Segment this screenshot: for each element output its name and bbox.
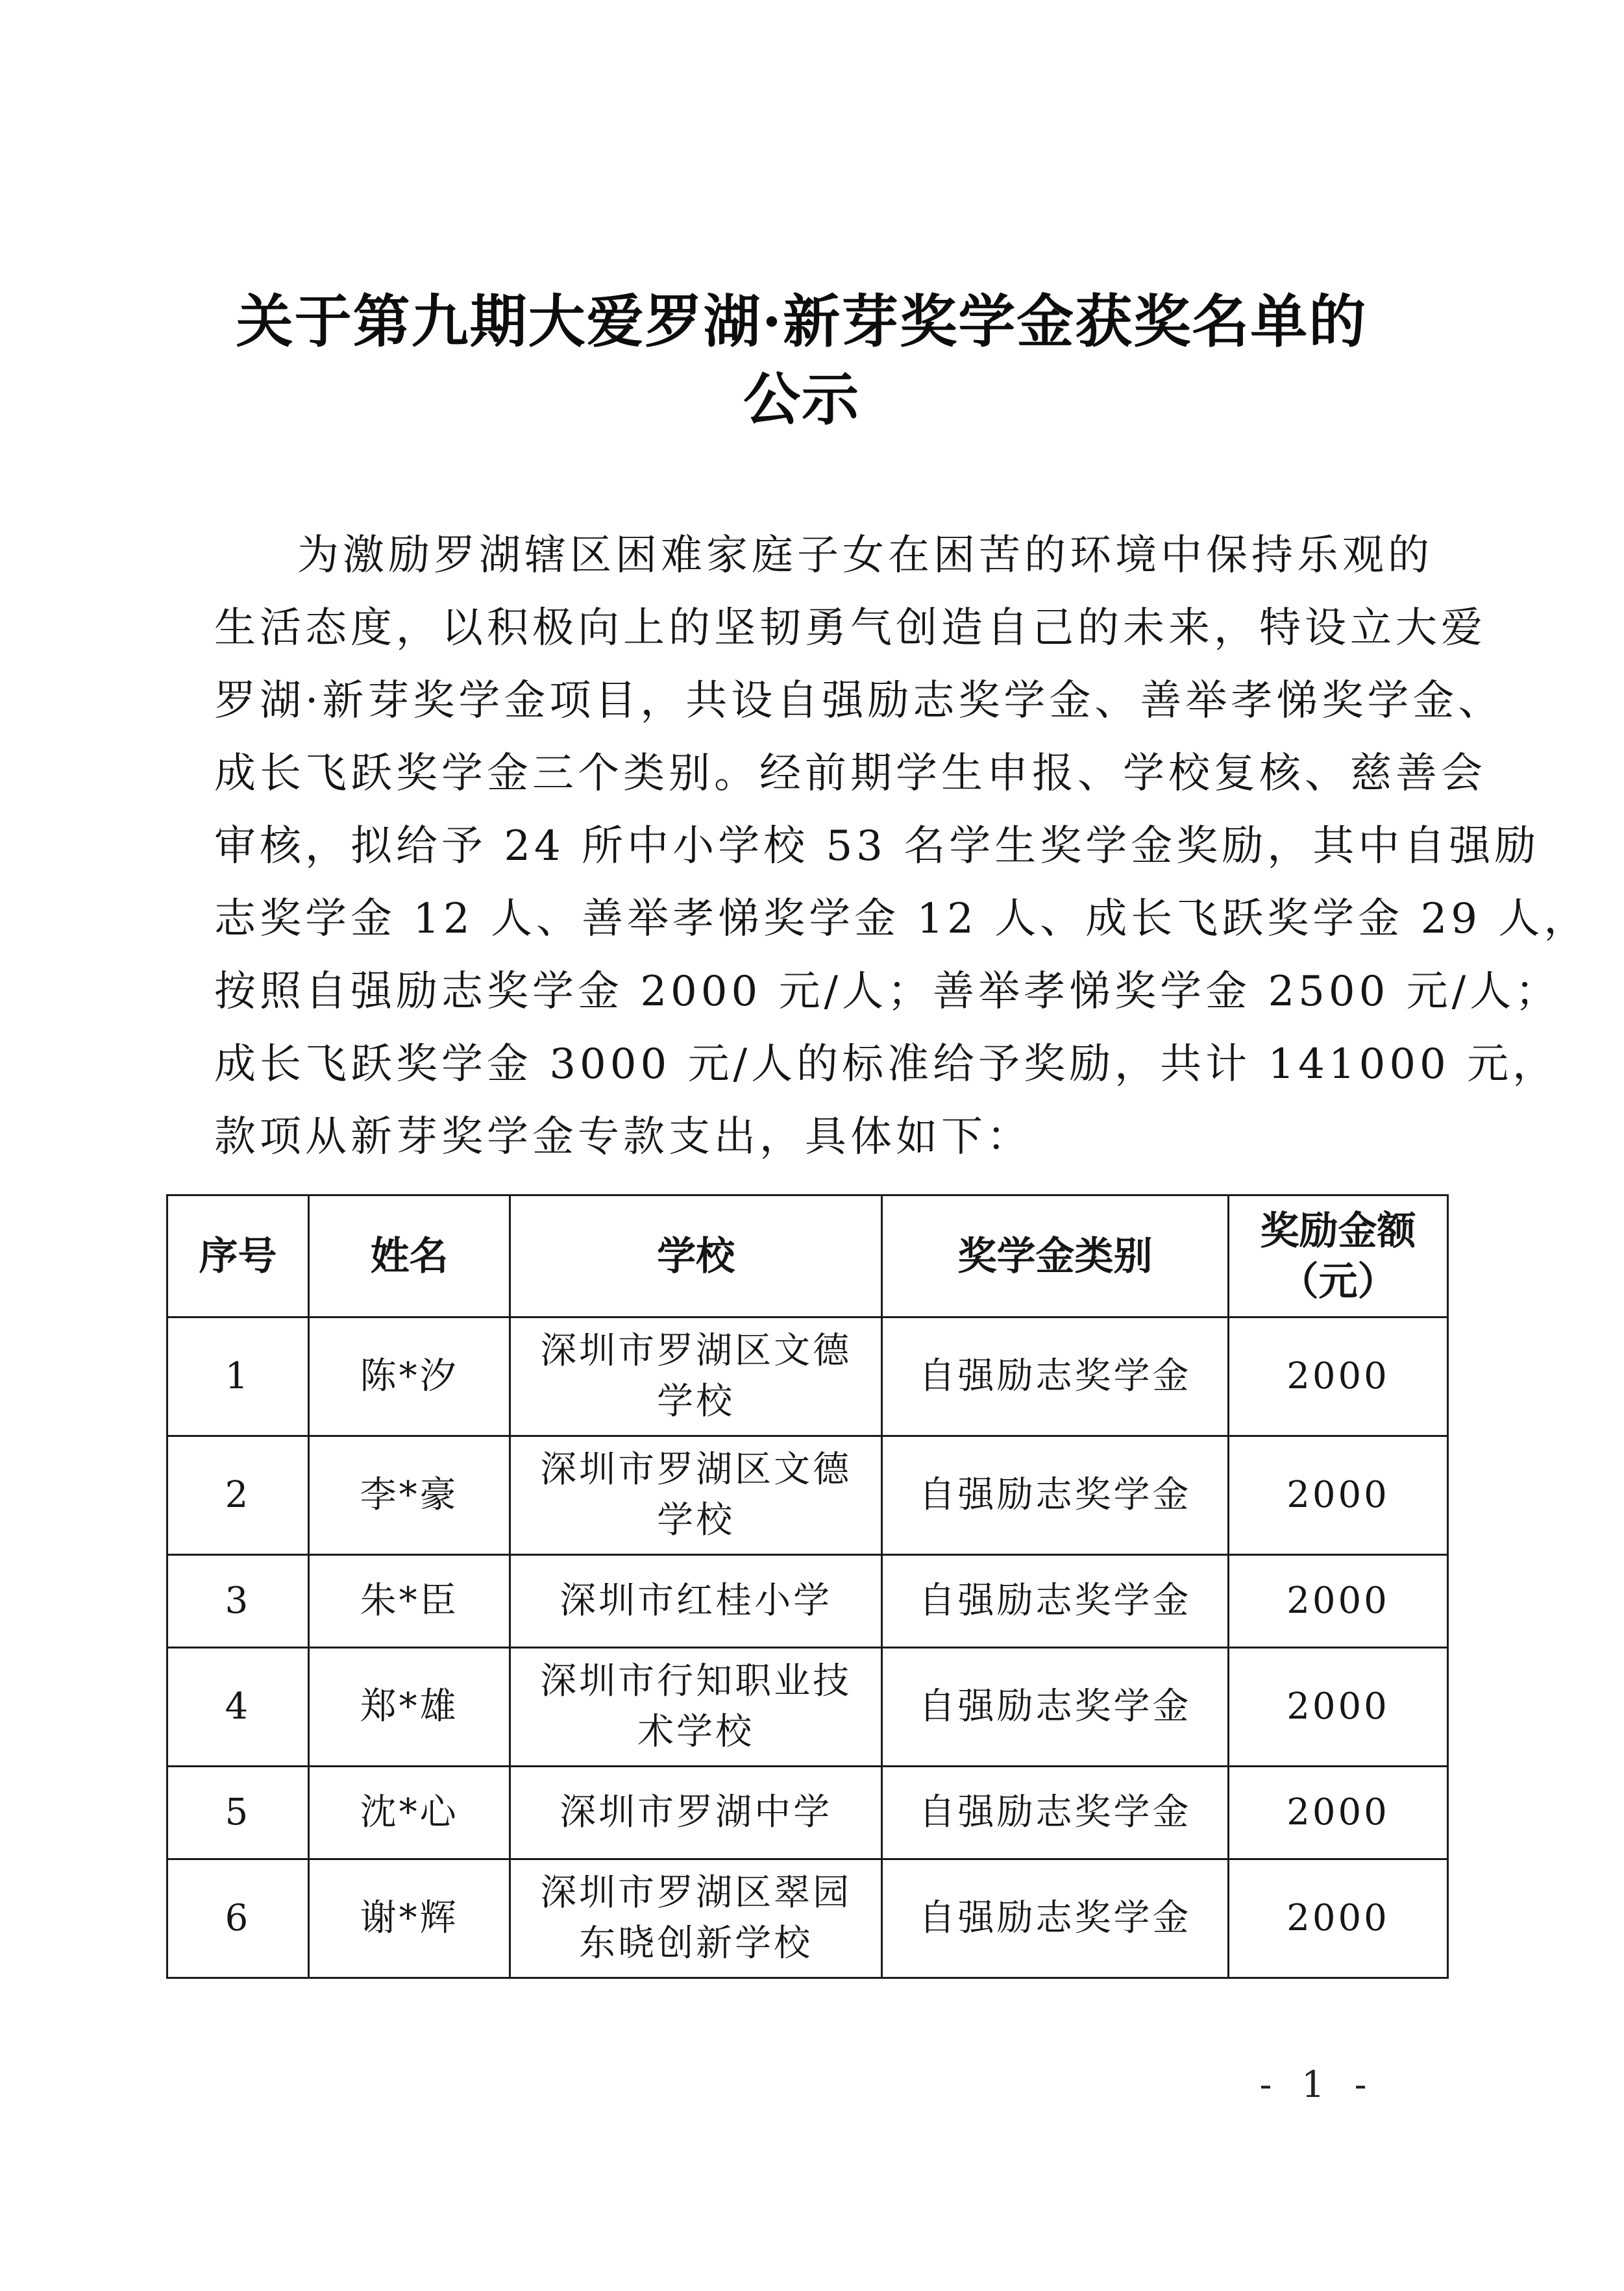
paragraph-line: 款项从新芽奖学金专款支出，具体如下： — [214, 1113, 1032, 1161]
cell-amount: 2000 — [1229, 1767, 1448, 1859]
paragraph-line: 为激励罗湖辖区困难家庭子女在困苦的环境中保持乐观的 — [297, 532, 1433, 580]
cell-school: 深圳市罗湖中学 — [510, 1767, 882, 1859]
document-title-continued: 公示 — [743, 365, 860, 433]
intro-paragraph — [214, 519, 1590, 1173]
paragraph-line: 志奖学金 12 人、善举孝悌奖学金 12 人、成长飞跃奖学金 29 人， — [214, 895, 1590, 943]
cell-amount: 2000 — [1229, 1648, 1448, 1767]
document-title: 关于第九期大爱罗湖·新芽奖学金获奖名单的 — [236, 288, 1368, 355]
header-scholarship-type: 奖学金类别 — [882, 1195, 1229, 1317]
paragraph-line: 成长飞跃奖学金三个类别。经前期学生申报、学校复核、慈善会 — [214, 750, 1486, 798]
cell-name: 沈*心 — [308, 1767, 510, 1859]
cell-amount: 2000 — [1229, 1859, 1448, 1978]
cell-scholarship-type: 自强励志奖学金 — [882, 1317, 1229, 1436]
cell-scholarship-type: 自强励志奖学金 — [882, 1767, 1229, 1859]
cell-school-line: 学校 — [657, 1380, 735, 1423]
award-list-table — [166, 1194, 1449, 1979]
header-serial-number: 序号 — [167, 1195, 309, 1317]
table-row — [167, 1317, 1448, 1436]
header-name: 姓名 — [308, 1195, 510, 1317]
cell-school — [510, 1648, 882, 1767]
table-header-row — [167, 1195, 1448, 1317]
cell-serial-number: 2 — [167, 1436, 309, 1555]
cell-scholarship-type: 自强励志奖学金 — [882, 1555, 1229, 1648]
cell-name: 郑*雄 — [308, 1648, 510, 1767]
paragraph-line: 审核，拟给予 24 所中小学校 53 名学生奖学金奖励，其中自强励 — [214, 822, 1540, 870]
cell-school — [510, 1317, 882, 1436]
cell-school-line: 深圳市罗湖区翠园 — [540, 1872, 852, 1914]
header-amount-label: 奖励金额 — [1260, 1208, 1416, 1254]
cell-scholarship-type: 自强励志奖学金 — [882, 1436, 1229, 1555]
table-row — [167, 1555, 1448, 1648]
cell-school: 深圳市红桂小学 — [510, 1555, 882, 1648]
cell-school-line: 学校 — [657, 1499, 735, 1541]
cell-school-line: 深圳市行知职业技 — [540, 1660, 852, 1702]
cell-amount: 2000 — [1229, 1436, 1448, 1555]
cell-name: 李*豪 — [308, 1436, 510, 1555]
cell-amount: 2000 — [1229, 1555, 1448, 1648]
header-amount-unit: （元） — [1279, 1258, 1397, 1305]
header-school: 学校 — [510, 1195, 882, 1317]
cell-serial-number: 1 — [167, 1317, 309, 1436]
cell-name: 朱*臣 — [308, 1555, 510, 1648]
cell-scholarship-type: 自强励志奖学金 — [882, 1648, 1229, 1767]
paragraph-line: 成长飞跃奖学金 3000 元/人的标准给予奖励，共计 141000 元， — [214, 1040, 1558, 1088]
cell-serial-number: 6 — [167, 1859, 309, 1978]
paragraph-line: 生活态度，以积极向上的坚韧勇气创造自己的未来，特设立大爱 — [214, 604, 1486, 652]
paragraph-line: 罗湖·新芽奖学金项目，共设自强励志奖学金、善举孝悌奖学金、 — [214, 677, 1504, 725]
table-row — [167, 1648, 1448, 1767]
cell-school — [510, 1859, 882, 1978]
cell-serial-number: 3 — [167, 1555, 309, 1648]
cell-scholarship-type: 自强励志奖学金 — [882, 1859, 1229, 1978]
cell-name: 谢*辉 — [308, 1859, 510, 1978]
cell-school-line: 术学校 — [637, 1711, 755, 1753]
page-number: - 1 - — [1259, 2064, 1376, 2106]
table-row — [167, 1767, 1448, 1859]
cell-serial-number: 5 — [167, 1767, 309, 1859]
header-amount — [1229, 1195, 1448, 1317]
table-row — [167, 1436, 1448, 1555]
cell-school-line: 深圳市罗湖区文德 — [540, 1449, 852, 1491]
cell-name: 陈*汐 — [308, 1317, 510, 1436]
cell-amount: 2000 — [1229, 1317, 1448, 1436]
cell-school — [510, 1436, 882, 1555]
cell-school-line: 东晓创新学校 — [579, 1922, 813, 1965]
cell-school-line: 深圳市罗湖区文德 — [540, 1330, 852, 1372]
paragraph-line: 按照自强励志奖学金 2000 元/人；善举孝悌奖学金 2500 元/人； — [214, 968, 1561, 1016]
table-row — [167, 1859, 1448, 1978]
cell-serial-number: 4 — [167, 1648, 309, 1767]
